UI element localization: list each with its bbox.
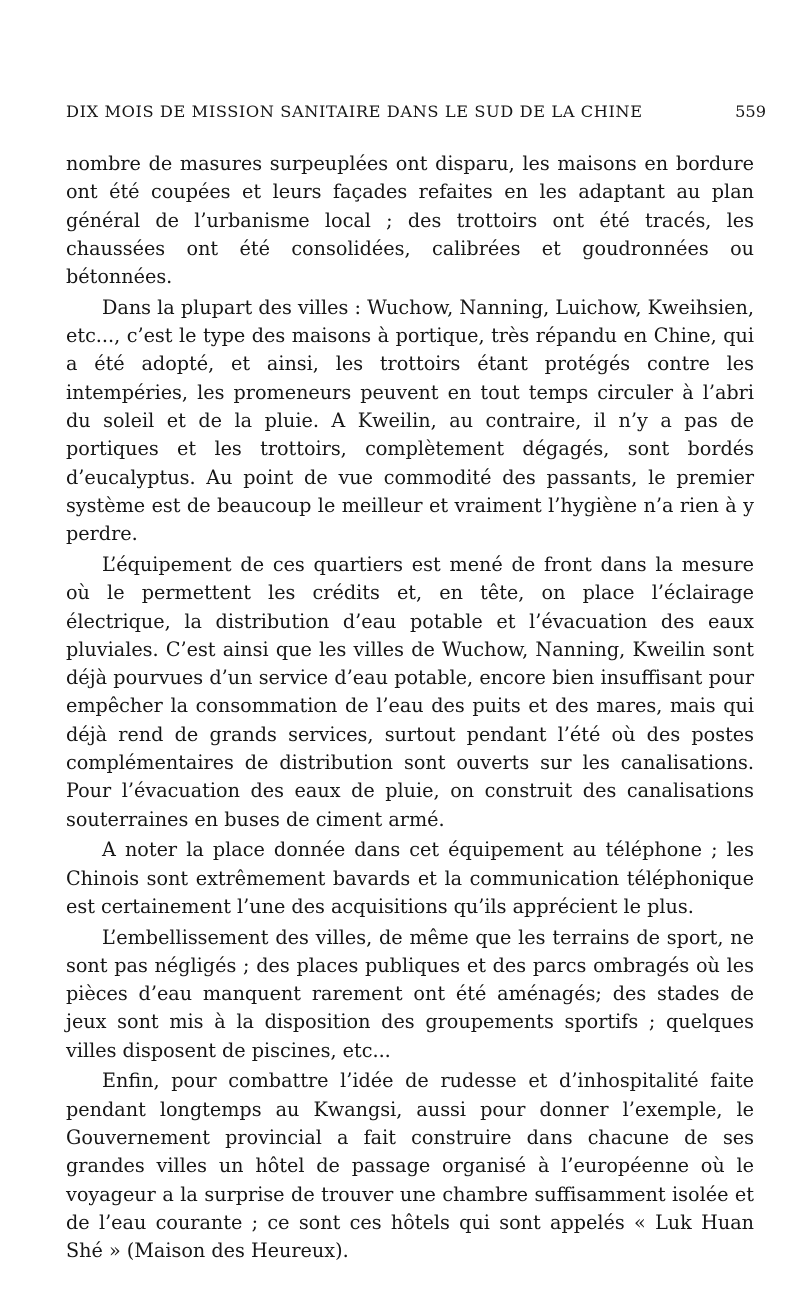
paragraph-embellishment: L’embellissement des villes, de même que les terrains de sport, ne sont pas négligés ; des places publiques et des parcs ombragés où les pièces d’eau manquent rarement ont été aménagés; des stades de jeux sont mis à la disposition des groupements sportifs ; quelques villes disposent de piscines, etc... xyxy=(66,925,754,1062)
paragraph-telephone: A noter la place donnée dans cet équipement au téléphone ; les Chinois sont extrêmement bavards et la communication téléphonique est certainement l’une des acquisitions qu’ils apprécient le plus. xyxy=(66,838,754,918)
paragraph-continuation: nombre de masures surpeuplées ont disparu, les maisons en bordure ont été coupées et leurs façades refaites en les adaptant au plan général de l’urbanisme local ; des trottoirs ont été tracés, les chaussées ont été consolidées, calibrées et goudronnées ou bétonnées. xyxy=(66,152,754,289)
running-title: DIX MOIS DE MISSION SANITAIRE DANS LE SUD DE LA CHINE xyxy=(66,102,643,121)
paragraph-equipment: L’équipement de ces quartiers est mené de front dans la mesure où le permettent les crédits et, en tête, on place l’éclairage électrique, la distribution d’eau potable et l’évacuation des eaux pluviales. C’est ainsi que les villes de Wuchow, Nanning, Kweilin sont déjà pourvues d’un service d’eau potable, encore bien insuffisant pour empêcher la consommation de l’eau des puits et des mares, mais qui déjà rend de grands services, surtout pendant l’été où des postes complémentaires de distribution sont ouverts sur les canalisations. Pour l’évacuation des eaux de pluie, on construit des canalisations souterraines en buses de ciment armé. xyxy=(66,552,754,831)
running-head xyxy=(66,102,766,126)
page-number: 559 xyxy=(735,102,766,121)
paragraph-hotels: Enfin, pour combattre l’idée de rudesse et d’inhospitalité faite pendant longtemps au Kwangsi, aussi pour donner l’exemple, le Gouvernement provincial a fait construire dans chacune de ses grandes villes un hôtel de passage organisé à l’européenne où le voyageur a la surprise de trouver une chambre suffisamment isolée et de l’eau courante ; ce sont ces hôtels qui sont appelés « Luk Huan Shé » (Maison des Heureux). xyxy=(66,1069,754,1263)
body-text xyxy=(66,150,754,1268)
paragraph-portique-streets: Dans la plupart des villes : Wuchow, Nanning, Luichow, Kweihsien, etc..., c’est le type des maisons à portique, très répandu en Chine, qui a été adopté, et ainsi, les trottoirs étant protégés contre les intempéries, les promeneurs peuvent en tout temps circuler à l’abri du soleil et de la pluie. A Kweilin, au contraire, il n’y a pas de portiques et les trottoirs, complètement dégagés, sont bordés d’eucalyptus. Au point de vue commodité des passants, le premier système est de beaucoup le meilleur et vraiment l’hygiène n’a rien à y perdre. xyxy=(66,295,754,546)
